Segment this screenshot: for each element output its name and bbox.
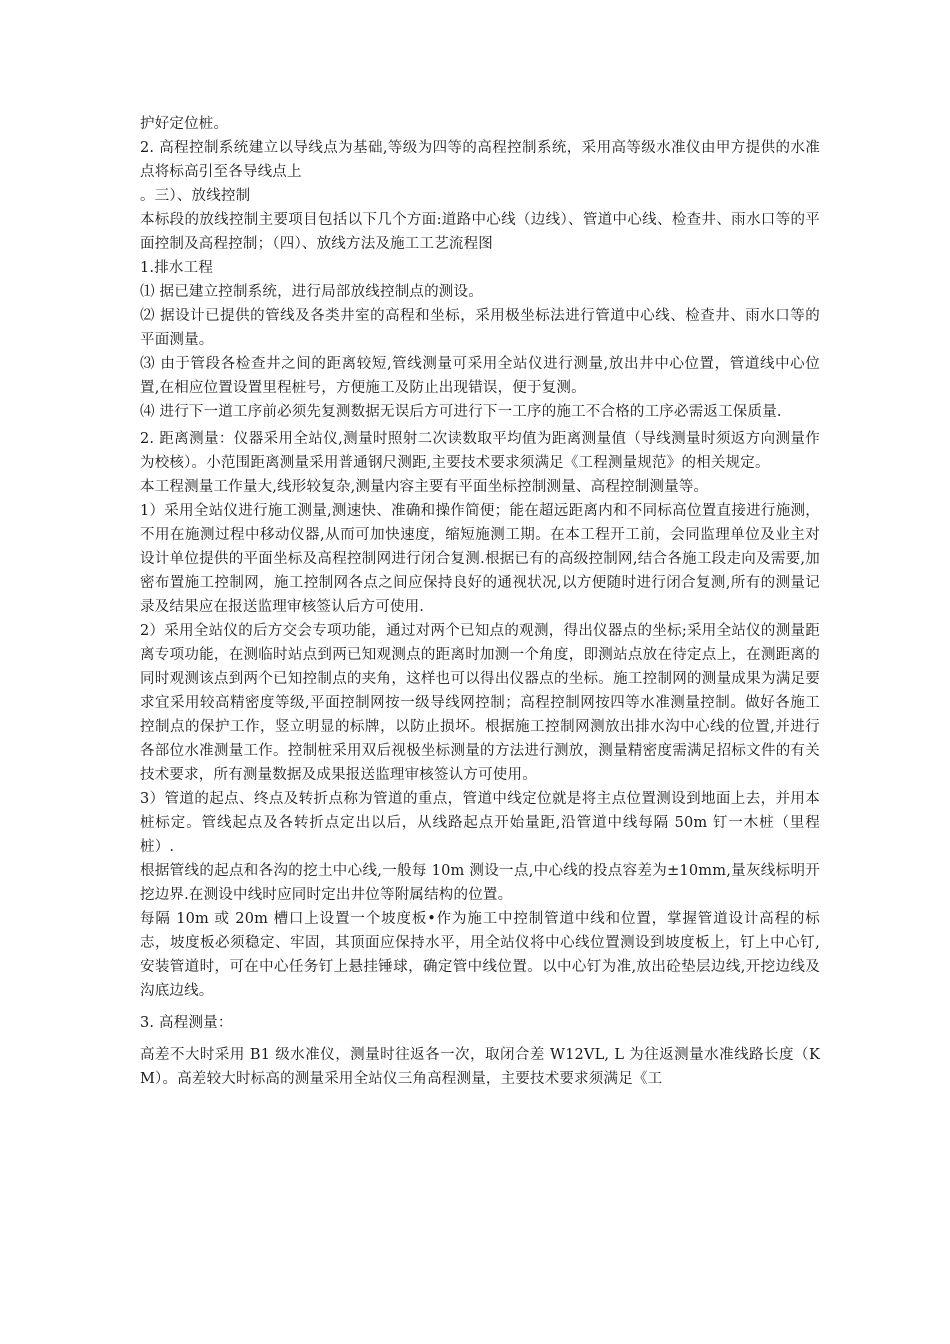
- item-2-resection: 2）采用全站仪的后方交会专项功能，通过对两个已知点的观测，得出仪器点的坐标;采用全站仪的测量距离专项功能，在测临时站点到两已知观测点的距离时加测一个角度，即测站点放在待定点上，在测距离的同时观测该点到两个已知控制点的夹角，这样也可以得出仪器点的坐标。施工控制网的测量成果为满足要求宜采用较高精密度等级,平面控制网按一级导线网控制；高程控制网按四等水准测量控制。做好各施工控制点的保护工作，竖立明显的标牌，以防止损坏。根据施工控制网测放出排水沟中心线的位置,并进行各部位水准测量工作。控制桩采用双后视极坐标测量的方法进行测放，测量精密度需满足招标文件的有关技术要求，所有测量数据及成果报送监理审核签认方可使用。: [140, 623, 820, 783]
- paragraph-workload: 本工程测量工作量大,线形较复杂,测量内容主要有平面坐标控制测量、高程控制测量等。: [140, 479, 709, 495]
- list-item-1: ⑴ 据已建立控制系统，进行局部放线控制点的测设。: [140, 284, 483, 300]
- paragraph-distance: 2. 距离测量：仪器采用全站仪,测量时照射二次读数取平均值为距离测量值（导线测量时须返方向测量作为校核）。小范围距离测量采用普通钢尺测距,主要技术要求须满足《工程测量规范》的相关规定。: [140, 431, 820, 471]
- section-heading-paishui: 1.排水工程: [140, 260, 214, 276]
- item-3-pipe-points: 3）管道的起点、终点及转折点称为管道的重点，管道中线定位就是将主点位置测设到地面上去，并用本桩标定。管线起点及各转折点定出以后，从线路起点开始量距,沿管道中线每隔 50m 钉一木桩（里程桩）.: [140, 791, 820, 855]
- paragraph-elevation: 高差不大时采用 B1 级水准仪，测量时往返各一次，取闭合差 W12VL, L 为往返测量水准线路长度（KM）。高差较大时标高的测量采用全站仪三角高程测量，主要技术要求须满足《工: [140, 1047, 820, 1087]
- paragraph-4: 本标段的放线控制主要项目包括以下几个方面:道路中心线（边线）、管道中心线、检查井、雨水口等的平面控制及高程控制；（四）、放线方法及施工工艺流程图: [140, 212, 820, 252]
- list-item-4: ⑷ 进行下一道工序前必须先复测数据无误后方可进行下一工序的施工不合格的工序必需返工保质量.: [140, 404, 782, 420]
- paragraph-2: 2. 高程控制系统建立以导线点为基础,等级为四等的高程控制系统，采用高等级水准仪由甲方提供的水准点将标高引至各导线点上: [140, 140, 820, 180]
- item-1-total-station: 1）采用全站仪进行施工测量,测速快、准确和操作简便；能在超远距离内和不同标高位置直接进行施测，不用在施测过程中移动仪器,从而可加快速度，缩短施测工期。在本工程开工前，会同监理单位及业主对设计单位提供的平面坐标及高程控制网进行闭合复测.根据已有的高级控制网,结合各施工段走向及需要,加密布置施工控制网，施工控制网各点之间应保持良好的通视状况,以方便随时进行闭合复测,所有的测量记录及结果应在报送监理审核签认后方可使用.: [140, 503, 820, 615]
- paragraph-1: 护好定位桩。: [140, 116, 229, 132]
- section-heading-elevation: 3. 高程测量：: [140, 1015, 233, 1031]
- document-page: [140, 112, 820, 1091]
- list-item-2: ⑵ 据设计已提供的管线及各类井室的高程和坐标，采用极坐标法进行管道中心线、检查井、雨水口等的平面测量。: [140, 308, 820, 348]
- list-item-3: ⑶ 由于管段各检查井之间的距离较短,管线测量可采用全站仪进行测量,放出井中心位置，管道线中心位置,在相应位置设置里程桩号，方便施工及防止出现错误，便于复测。: [140, 356, 820, 396]
- section-heading-fangxian: 。三）、放线控制: [140, 188, 251, 204]
- paragraph-centerline: 根据管线的起点和各沟的挖土中心线,一般每 10m 测设一点,中心线的投点容差为±10mm,量灰线标明开挖边界.在测设中线时应同时定出井位等附属结构的位置。: [140, 863, 820, 903]
- paragraph-slope-board: 每隔 10m 或 20m 槽口上设置一个坡度板•作为施工中控制管道中线和位置，掌握管道设计高程的标志，坡度板必须稳定、牢固，其顶面应保持水平，用全站仪将中心线位置测设到坡度板上，钉上中心钉,安装管道时，可在中心任务钉上悬挂锤球，确定管中线位置。以中心钉为准,放出砼垫层边线,开挖边线及沟底边线。: [140, 911, 820, 999]
